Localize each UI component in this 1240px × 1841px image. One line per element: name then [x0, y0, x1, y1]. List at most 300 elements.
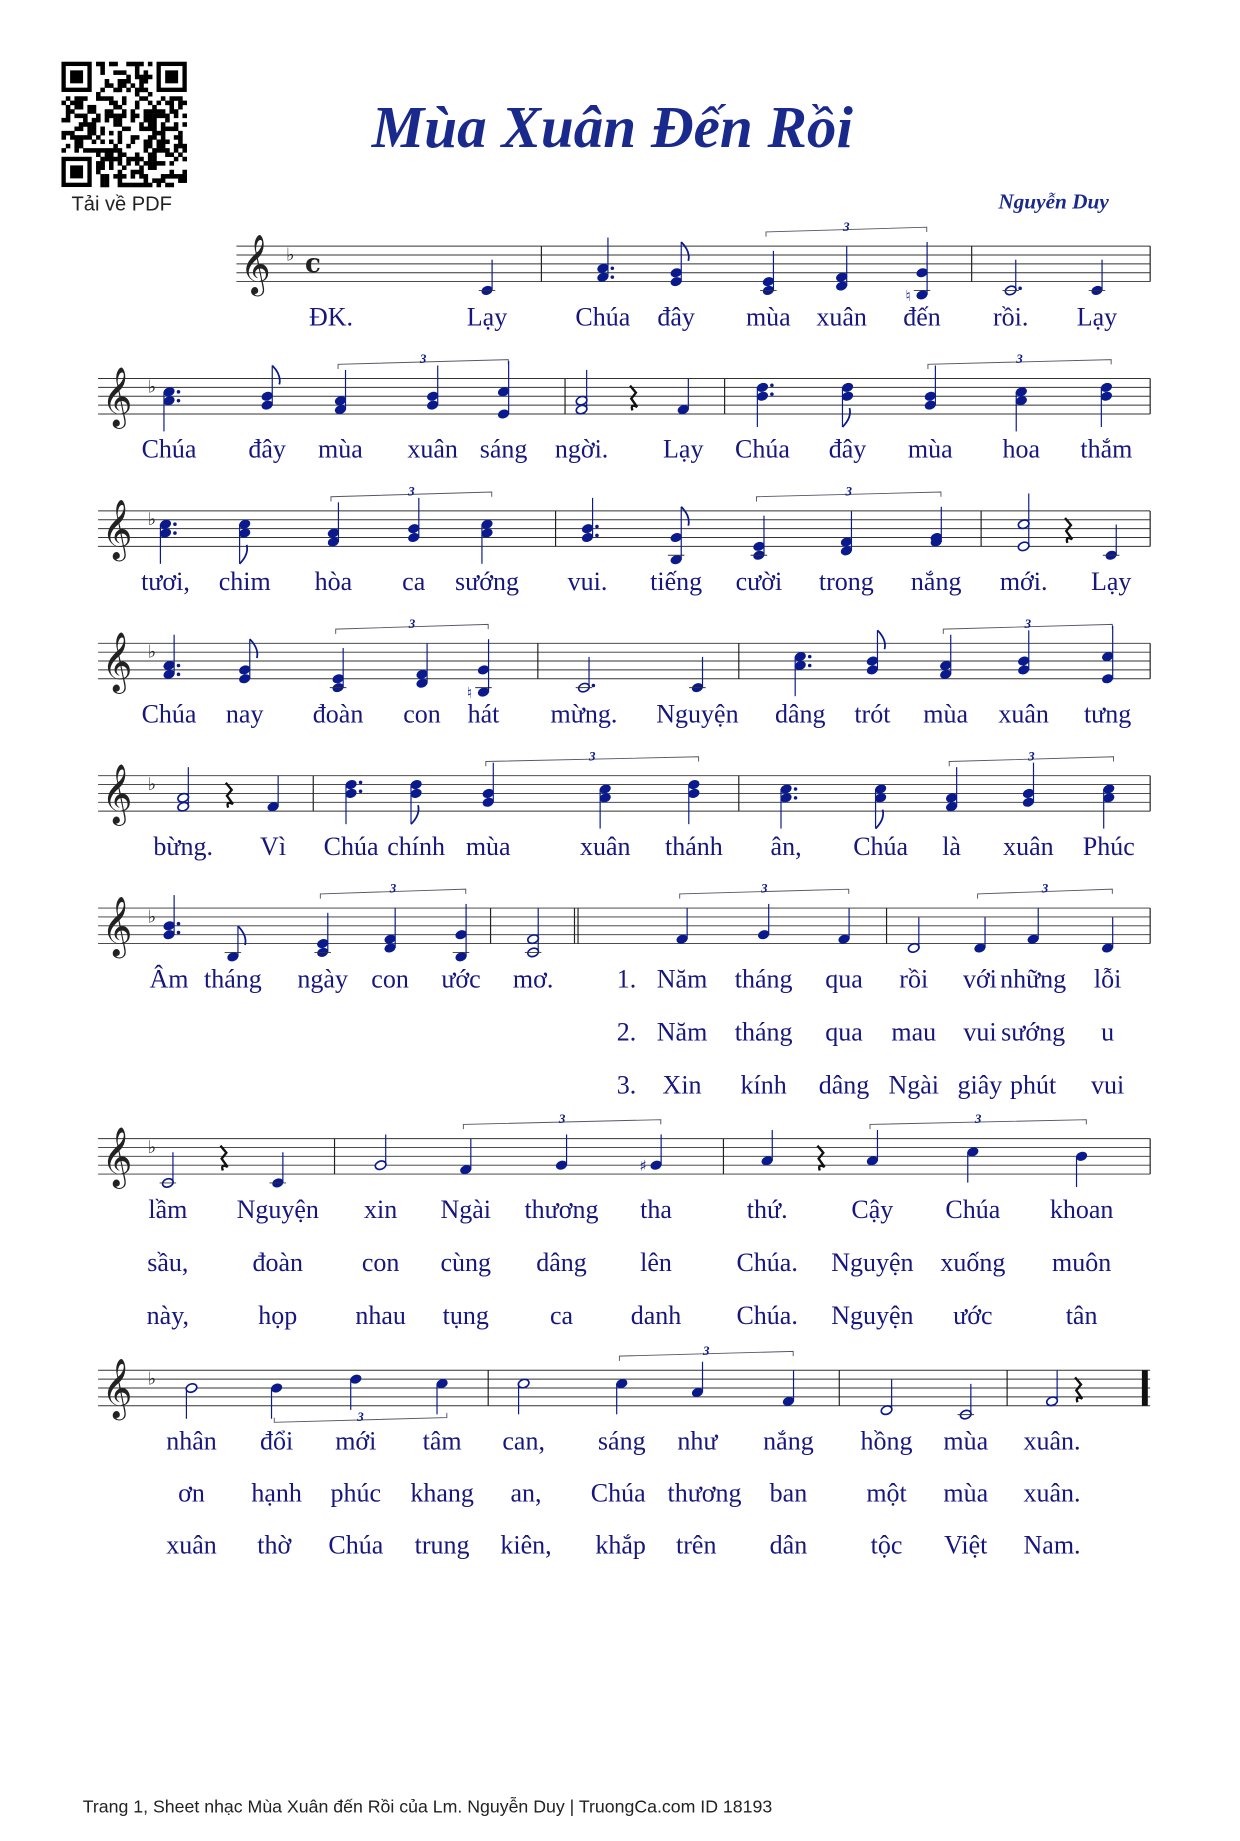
treble-clef-icon: 𝄞	[101, 1127, 133, 1188]
time-signature: c	[304, 249, 321, 280]
note	[525, 908, 542, 958]
verse-number: 3.	[616, 1070, 637, 1100]
treble-clef-icon: 𝄞	[101, 764, 133, 825]
lyric-syllable: đây	[248, 434, 286, 464]
lyric-syllable: Chúa	[590, 1478, 646, 1508]
lyric-syllable: Nguyện	[831, 1247, 914, 1277]
lyric-syllable: Việt	[944, 1530, 988, 1560]
lyric-syllable: Vì	[260, 831, 287, 861]
lyric-syllable: mùa	[318, 434, 363, 464]
note	[973, 917, 986, 953]
note	[261, 366, 280, 411]
lyric-syllable: con	[371, 964, 409, 994]
lyric-syllable: Lạy	[466, 302, 508, 332]
lyric-line	[147, 1248, 1111, 1277]
note	[1075, 1151, 1088, 1187]
lyric-syllable: Lạy	[1076, 302, 1118, 332]
lyric-syllable: chim	[218, 567, 271, 597]
note	[640, 1134, 663, 1175]
triplet-bracket	[274, 1409, 447, 1424]
note	[576, 657, 596, 693]
note	[163, 635, 181, 680]
lyric-syllable: mừng.	[550, 699, 618, 729]
score	[98, 219, 1150, 1560]
note	[238, 639, 257, 684]
download-pdf-link[interactable]: Tải về PDF	[71, 193, 172, 216]
staff-system	[98, 1343, 1150, 1560]
lyric-syllable: hoa	[1002, 434, 1041, 464]
triplet-bracket	[338, 351, 508, 369]
lyric-syllable: Lạy	[1090, 567, 1132, 597]
staff-system	[98, 748, 1150, 861]
triplet-number: 3	[558, 1111, 566, 1127]
note	[691, 1362, 704, 1398]
lyric-syllable: tháng	[734, 964, 793, 994]
note	[1101, 917, 1114, 953]
note	[314, 913, 331, 958]
lyric-syllable: danh	[630, 1301, 682, 1331]
lyric-syllable: Chúa	[141, 699, 197, 729]
note	[840, 511, 853, 556]
lyric-syllable: ban	[769, 1478, 808, 1508]
lyric-syllable: những	[1000, 964, 1067, 994]
lyric-syllable: thứ.	[746, 1194, 788, 1224]
note	[761, 1130, 774, 1166]
triplet-number: 3	[389, 880, 397, 896]
note	[267, 776, 280, 812]
triplet-bracket	[336, 616, 488, 634]
lyric-syllable: muôn	[1051, 1247, 1112, 1277]
natural-accidental-icon: ♮	[466, 683, 473, 702]
lyric-syllable: Chúa	[323, 831, 379, 861]
note	[905, 242, 930, 305]
treble-clef-icon: 𝄞	[101, 896, 133, 957]
note	[467, 639, 492, 702]
lyric-syllable: khang	[410, 1478, 474, 1508]
staff-system	[98, 881, 1150, 1100]
lyric-syllable: trung	[414, 1530, 470, 1560]
lyric-syllable: ca	[549, 1301, 574, 1331]
note	[1089, 260, 1106, 296]
triplet-number: 3	[1028, 748, 1035, 764]
lyric-syllable: Chúa	[141, 434, 197, 464]
rest	[226, 783, 233, 808]
triplet-bracket	[619, 1343, 793, 1361]
lyric-syllable: nhau	[355, 1301, 406, 1331]
lyric-syllable: xuân	[166, 1530, 217, 1560]
lyric-syllable: dâng	[536, 1247, 587, 1277]
note	[615, 1378, 628, 1414]
sharp-accidental-icon: ♯	[639, 1157, 647, 1176]
lyric-syllable: đây	[828, 434, 867, 464]
triplet-number: 3	[588, 748, 596, 764]
note	[238, 519, 251, 564]
lyric-syllable: Cậy	[851, 1194, 894, 1224]
lyric-syllable: thắm	[1080, 434, 1133, 464]
lyric-syllable: sáng	[479, 434, 528, 464]
lyric-syllable: xuân.	[1023, 1426, 1081, 1456]
treble-clef-icon: 𝄞	[101, 366, 133, 427]
note	[459, 1139, 472, 1175]
lyric-syllable: rồi.	[992, 302, 1029, 332]
lyric-line	[178, 1478, 1080, 1507]
lyric-syllable: với	[962, 964, 997, 994]
lyric-line	[148, 1195, 1113, 1224]
lyric-syllable: khắp	[595, 1530, 646, 1560]
note	[270, 1152, 287, 1188]
triplet-bracket	[331, 484, 492, 502]
composer: Nguyễn Duy	[998, 189, 1109, 214]
note	[334, 370, 347, 415]
note	[596, 238, 614, 283]
triplet-number: 3	[408, 483, 415, 499]
lyric-line	[147, 1301, 1098, 1330]
lyric-syllable: thờ	[257, 1530, 292, 1560]
triplet-number: 3	[419, 351, 427, 367]
note	[410, 779, 423, 824]
lyric-syllable: con	[361, 1247, 400, 1277]
lyric-syllable: xuân	[816, 302, 867, 332]
note	[924, 366, 937, 411]
lyric-syllable: lên	[640, 1247, 672, 1277]
lyric-syllable: qua	[825, 1017, 863, 1047]
lyric-syllable: ngời.	[554, 434, 609, 464]
lyric-syllable: tân	[1065, 1301, 1098, 1331]
note	[677, 379, 690, 415]
lyric-syllable: can,	[502, 1426, 545, 1456]
note	[1102, 783, 1115, 828]
lyric-syllable: dân	[769, 1530, 808, 1560]
triplet-bracket	[928, 351, 1111, 369]
triplet-bracket	[943, 616, 1112, 634]
page-footer: Trang 1, Sheet nhạc Mùa Xuân đến Rồi của Lm. Nguyễn Duy | TruongCa.com ID 18193	[82, 1796, 773, 1817]
note	[957, 1384, 974, 1420]
lyric-syllable: mơ.	[512, 964, 554, 994]
lyric-syllable: Chúa.	[736, 1247, 798, 1277]
lyric-syllable: Âm	[149, 964, 189, 994]
staff-system	[98, 616, 1150, 729]
lyric-syllable: kính	[740, 1070, 787, 1100]
lyric-syllable: hồng	[860, 1426, 913, 1456]
key-signature-flat-icon: ♭	[286, 245, 295, 266]
note	[866, 1130, 879, 1166]
note	[163, 386, 181, 431]
note	[1002, 260, 1022, 296]
lyric-syllable: tộc	[870, 1530, 903, 1560]
lyric-syllable: sướng	[455, 567, 520, 597]
lyric-syllable: này,	[146, 1301, 190, 1331]
lyric-syllable: xuân	[998, 699, 1049, 729]
lyric-syllable: Chúa	[328, 1530, 384, 1560]
note	[482, 763, 495, 808]
lyric-line	[166, 1426, 1080, 1455]
lyric-syllable: giây	[957, 1070, 1003, 1100]
lyric-syllable: Phúc	[1082, 831, 1135, 861]
note	[930, 507, 943, 548]
note	[756, 382, 774, 427]
note	[581, 498, 599, 543]
lyric-syllable: thương	[667, 1478, 742, 1508]
note	[1015, 386, 1028, 431]
triplet-bracket	[949, 748, 1113, 766]
note	[880, 1379, 893, 1415]
note	[497, 361, 510, 420]
section-label: ĐK.	[308, 302, 354, 332]
lyric-syllable: Chúa	[945, 1194, 1001, 1224]
lyric-line	[142, 435, 1133, 464]
lyric-syllable: vui	[1090, 1070, 1125, 1100]
note	[945, 767, 958, 812]
lyric-syllable: thánh	[664, 831, 723, 861]
triplet-bracket	[320, 881, 465, 899]
note	[1017, 630, 1030, 675]
lyric-syllable: sầu,	[147, 1247, 189, 1277]
lyric-syllable: tụng	[442, 1301, 489, 1331]
lyric-syllable: rồi	[899, 964, 929, 994]
lyric-syllable: mới	[335, 1426, 377, 1456]
lyric-syllable: mùa	[943, 1426, 989, 1456]
staff-system	[98, 351, 1150, 464]
lyric-syllable: trên	[676, 1530, 717, 1560]
lyric-syllable: tha	[640, 1194, 672, 1224]
lyric-syllable: tháng	[203, 964, 262, 994]
note	[689, 657, 706, 693]
verse-number: 2.	[616, 1017, 637, 1047]
note	[668, 507, 689, 566]
note	[599, 783, 612, 828]
lyric-syllable: xuân	[1003, 831, 1054, 861]
natural-accidental-icon: ♮	[905, 286, 911, 305]
lyric-syllable: tiếng	[650, 567, 703, 597]
note	[416, 644, 429, 689]
lyric-syllable: Chúa	[575, 302, 631, 332]
lyric-syllable: dâng	[818, 1070, 870, 1100]
note	[907, 917, 920, 953]
treble-clef-icon: 𝄞	[101, 499, 133, 560]
staff-system	[98, 1111, 1150, 1330]
lyric-line	[153, 832, 1134, 861]
note	[966, 1146, 979, 1182]
lyric-syllable: Năm	[656, 1017, 708, 1047]
note	[270, 1382, 283, 1418]
rest	[817, 1146, 824, 1171]
note	[517, 1378, 530, 1414]
key-signature-flat-icon: ♭	[147, 1137, 157, 1158]
lyric-syllable: họp	[258, 1301, 298, 1331]
lyric-syllable: ân,	[770, 831, 802, 861]
lyric-syllable: vui	[963, 1017, 997, 1047]
note	[163, 895, 181, 940]
lyric-syllable: như	[677, 1426, 718, 1456]
lyric-syllable: Lạy	[663, 434, 704, 464]
lyric-syllable: bừng.	[153, 831, 214, 861]
lyric-syllable: nắng	[910, 567, 962, 597]
lyric-syllable: cười	[735, 567, 783, 597]
lyric-syllable: lỗi	[1093, 964, 1122, 994]
treble-clef-icon: 𝄞	[101, 631, 133, 692]
lyric-syllable: xuân.	[1023, 1478, 1081, 1508]
note	[555, 1134, 568, 1170]
key-signature-flat-icon: ♭	[147, 510, 157, 531]
note	[676, 908, 689, 944]
note	[330, 648, 347, 693]
lyric-syllable: đổi	[259, 1426, 294, 1456]
lyric-syllable: phút	[1010, 1070, 1057, 1100]
lyric-syllable: nhân	[166, 1426, 217, 1456]
lyric-syllable: Nguyện	[656, 699, 739, 729]
lyric-syllable: đến	[903, 302, 941, 332]
note	[327, 502, 340, 547]
lyric-syllable: vui.	[567, 567, 608, 597]
lyric-syllable: Nguyện	[236, 1194, 319, 1224]
lyric-syllable: mau	[891, 1017, 937, 1047]
final-barline	[1142, 1370, 1148, 1405]
lyric-syllable: khoan	[1049, 1194, 1114, 1224]
lyric-syllable: Chúa	[734, 434, 790, 464]
lyric-syllable: Ngài	[888, 1070, 940, 1100]
lyric-syllable: đoàn	[312, 699, 364, 729]
lyric-syllable: tâm	[422, 1426, 462, 1456]
triplet-number: 3	[408, 615, 416, 631]
note	[1101, 626, 1114, 685]
key-signature-flat-icon: ♭	[147, 907, 157, 928]
lyric-syllable: ơn	[178, 1478, 205, 1508]
note	[751, 516, 768, 561]
lyric-syllable: sáng	[597, 1426, 646, 1456]
lyric-syllable: chính	[387, 831, 445, 861]
note	[782, 1371, 795, 1407]
verse-number: 1.	[616, 964, 637, 994]
treble-clef-icon: 𝄞	[239, 234, 271, 295]
song-title: Mùa Xuân Đến Rồi	[371, 93, 853, 160]
lyric-syllable: tháng	[734, 1017, 793, 1047]
lyric-syllable: cùng	[440, 1247, 492, 1277]
lyric-line	[150, 964, 1122, 993]
rest	[220, 1146, 227, 1171]
note	[349, 1374, 362, 1410]
key-signature-flat-icon: ♭	[147, 377, 157, 398]
triplet-number: 3	[843, 218, 850, 234]
triplet-number: 3	[1024, 615, 1032, 631]
note	[760, 251, 777, 296]
lyric-syllable: dâng	[774, 699, 826, 729]
note	[384, 908, 397, 953]
rest	[1065, 518, 1072, 543]
rest	[1075, 1377, 1082, 1402]
lyric-syllable: kiên,	[500, 1530, 552, 1560]
note	[453, 904, 470, 963]
lyric-syllable: an,	[510, 1478, 542, 1508]
rest	[630, 386, 637, 411]
lyric-line	[166, 1531, 1080, 1560]
note	[407, 498, 420, 543]
note	[838, 908, 851, 944]
key-signature-flat-icon: ♭	[147, 642, 157, 663]
lyric-syllable: mới.	[999, 567, 1048, 597]
triplet-number: 3	[1041, 880, 1049, 896]
note	[841, 382, 854, 427]
lyric-syllable: tươi,	[141, 567, 190, 597]
note	[1027, 908, 1040, 944]
note	[159, 519, 177, 564]
lyric-syllable: nắng	[763, 1426, 814, 1456]
qr-code[interactable]	[61, 62, 187, 188]
lyric-syllable: Ngài	[440, 1194, 492, 1224]
lyric-syllable: hạnh	[251, 1478, 302, 1508]
lyric-syllable: xin	[364, 1194, 398, 1224]
triplet-number: 3	[974, 1111, 982, 1127]
triplet-number: 3	[845, 483, 852, 499]
lyric-syllable: phúc	[330, 1478, 382, 1508]
note	[939, 635, 952, 680]
key-signature-flat-icon: ♭	[147, 774, 157, 795]
key-signature-flat-icon: ♭	[147, 1369, 157, 1390]
triplet-number: 3	[703, 1342, 710, 1358]
triplet-bracket	[757, 484, 941, 502]
lyric-line	[617, 1071, 1124, 1100]
triplet-bracket	[766, 219, 927, 237]
lyric-line	[142, 700, 1132, 729]
lyric-syllable: xuống	[940, 1247, 1006, 1277]
lyric-syllable: ước	[953, 1301, 993, 1331]
lyric-syllable: Năm	[656, 964, 708, 994]
note	[1103, 525, 1120, 561]
lyric-syllable: sướng	[1001, 1017, 1066, 1047]
lyric-syllable: Nam.	[1023, 1530, 1081, 1560]
lyric-syllable: tưng	[1083, 699, 1132, 729]
staff-system	[98, 484, 1150, 597]
note	[481, 519, 494, 564]
lyric-syllable: con	[403, 699, 441, 729]
note	[835, 246, 848, 291]
lyric-syllable: ngày	[297, 964, 348, 994]
triplet-bracket	[978, 881, 1113, 899]
note	[687, 779, 700, 824]
note	[575, 370, 588, 415]
note	[479, 260, 496, 296]
lyric-syllable: ước	[441, 964, 481, 994]
lyric-syllable: Chúa	[853, 831, 909, 861]
triplet-number: 3	[760, 880, 768, 896]
note	[874, 783, 887, 828]
note	[345, 779, 363, 824]
treble-clef-icon: 𝄞	[101, 1358, 133, 1419]
lyric-syllable: mùa	[923, 699, 969, 729]
lyric-syllable: đây	[657, 302, 695, 332]
note	[866, 630, 885, 675]
note	[374, 1134, 387, 1170]
lyric-syllable: mùa	[907, 434, 953, 464]
note	[436, 1378, 449, 1414]
lyric-syllable: qua	[825, 964, 863, 994]
note	[757, 904, 770, 940]
triplet-bracket	[870, 1111, 1086, 1129]
note	[1022, 763, 1035, 808]
lyric-syllable: xuân	[579, 831, 631, 861]
note	[177, 767, 190, 812]
lyric-syllable: trót	[854, 699, 891, 729]
note	[780, 783, 798, 828]
lyric-syllable: là	[942, 831, 961, 861]
lyric-syllable: xuân	[407, 434, 458, 464]
triplet-number: 3	[1016, 351, 1023, 367]
note	[1100, 382, 1113, 427]
lyric-syllable: mùa	[465, 831, 511, 861]
lyric-syllable: hòa	[314, 567, 353, 597]
lyric-syllable: trong	[818, 567, 874, 597]
triplet-bracket	[680, 881, 849, 899]
lyric-syllable: Nguyện	[831, 1301, 914, 1331]
